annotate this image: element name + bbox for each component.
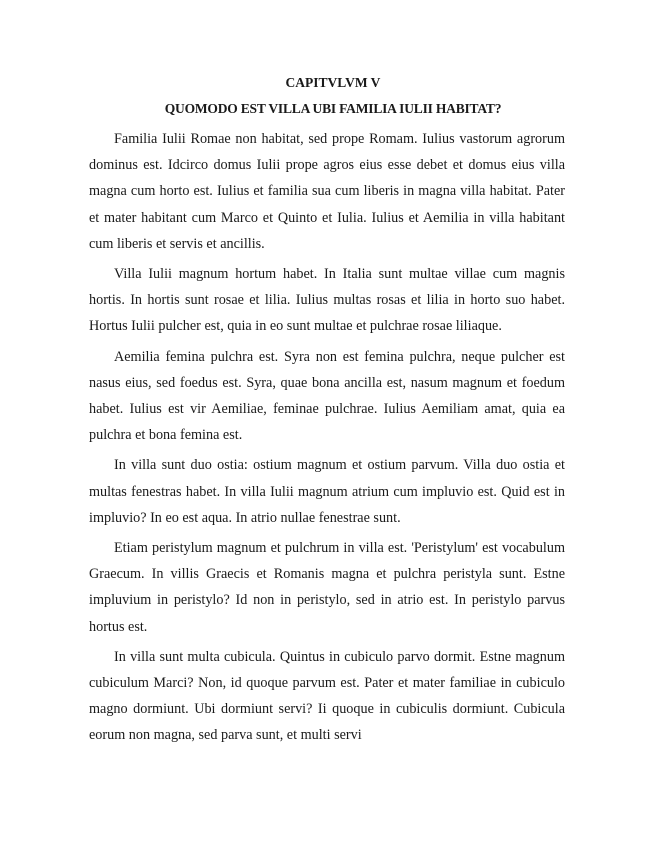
- paragraph: In villa sunt duo ostia: ostium magnum et ostium parvum. Villa duo ostia et multas fenestras habet. In villa Iulii magnum atrium cum impluvio est. Quid est in impluvio? In eo est aqua. In atrio nullae fenestrae sunt.: [89, 457, 565, 526]
- document-page: [89, 70, 565, 753]
- chapter-subtitle: QUOMODO EST VILLA UBI FAMILIA IULII HABITAT?: [164, 101, 502, 116]
- paragraph: In villa sunt multa cubicula. Quintus in cubiculo parvo dormit. Estne magnum cubiculum Marci? Non, id quoque parvum est. Pater et mater familiae in cubiculo magno dormiunt. Ubi dormiunt servi? Ii quoque in cubiculis dormiunt. Cubicula eorum non magna, sed parva sunt, et multi servi: [89, 648, 565, 744]
- paragraph: Aemilia femina pulchra est. Syra non est femina pulchra, neque pulcher est nasus eius, sed foedus est. Syra, quae bona ancilla est, nasum magnum et foedum habet. Iulius est vir Aemiliae, feminae pulchrae. Iulius Aemiliam amat, quia ea pulchra et bona femina est.: [89, 348, 565, 444]
- paragraph: Etiam peristylum magnum et pulchrum in villa est. 'Peristylum' est vocabulum Graecum. In villis Graecis et Romanis magna et pulchra peristyla sunt. Estne impluvium in peristylo? Id non in peristylo, sed in atrio est. In peristylo parvus hortus est.: [89, 540, 565, 635]
- paragraph: Familia Iulii Romae non habitat, sed prope Romam. Iulius vastorum agrorum dominus est. Idcirco domus Iulii prope agros eius esse debet et domus eius villa magna cum horto est. Iulius et familia sua cum liberis in magna villa habitat. Pater et mater habitant cum Marco et Quinto et Iulia. Iulius et Aemilia in villa habitant cum liberis et servis et ancillis.: [89, 131, 565, 252]
- chapter-heading: CAPITVLVM V: [285, 75, 381, 90]
- paragraph: Villa Iulii magnum hortum habet. In Italia sunt multae villae cum magnis hortis. In hortis sunt rosae et lilia. Iulius multas rosas et lilia in horto suo habet. Hortus Iulii pulcher est, quia in eo sunt multae et pulchrae rosae liliaque.: [89, 266, 565, 335]
